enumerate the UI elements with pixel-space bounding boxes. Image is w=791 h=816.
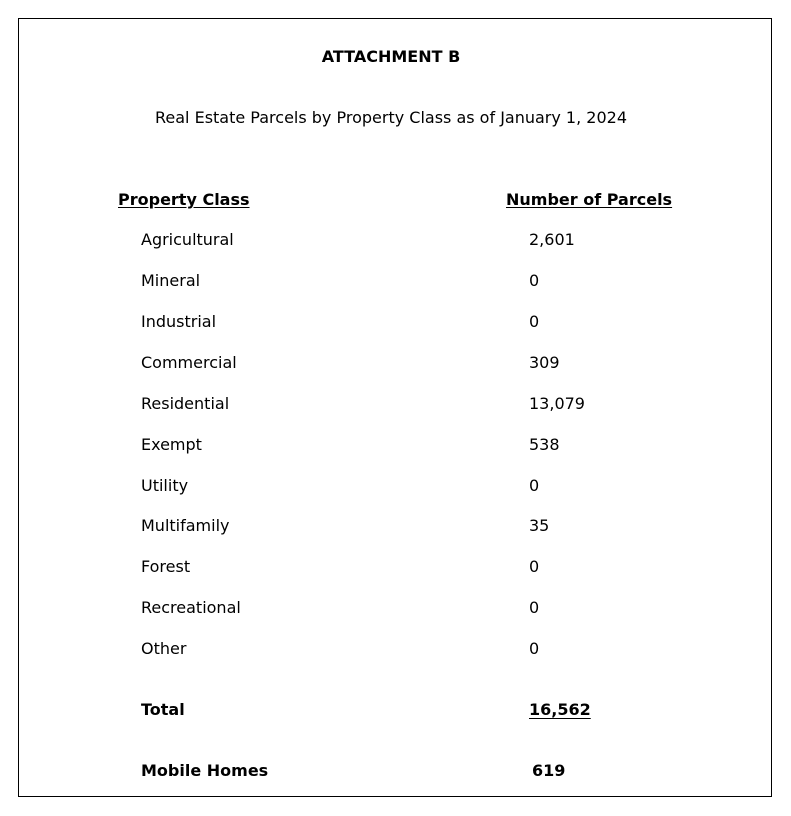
property-class-cell: Commercial xyxy=(141,353,237,372)
total-row xyxy=(0,700,791,720)
property-class-cell: Mineral xyxy=(141,271,201,290)
mobile-homes-row xyxy=(0,761,791,781)
total-value: 16,562 xyxy=(529,700,591,719)
parcel-count-cell: 0 xyxy=(529,598,540,617)
parcel-count-cell: 2,601 xyxy=(529,230,575,249)
mobile-homes-value: 619 xyxy=(532,761,566,780)
parcel-count-cell: 0 xyxy=(529,639,540,658)
table-row xyxy=(0,557,791,577)
table-row xyxy=(0,312,791,332)
table-row xyxy=(0,435,791,455)
document-subtitle: Real Estate Parcels by Property Class as of January 1, 2024 xyxy=(155,108,627,127)
table-row xyxy=(0,639,791,659)
parcel-count-cell: 538 xyxy=(529,435,560,454)
property-class-cell: Utility xyxy=(141,476,189,495)
parcel-count-cell: 35 xyxy=(529,516,550,535)
table-row xyxy=(0,271,791,291)
parcel-count-cell: 0 xyxy=(529,557,540,576)
table-row xyxy=(0,353,791,373)
property-class-cell: Forest xyxy=(141,557,191,576)
table-row xyxy=(0,598,791,618)
table-row xyxy=(0,394,791,414)
table-row xyxy=(0,230,791,250)
property-class-cell: Residential xyxy=(141,394,230,413)
mobile-homes-label: Mobile Homes xyxy=(141,761,269,780)
property-class-cell: Industrial xyxy=(141,312,217,331)
parcel-count-cell: 309 xyxy=(529,353,560,372)
total-label: Total xyxy=(141,700,185,719)
parcel-count-cell: 0 xyxy=(529,476,540,495)
property-class-column-header: Property Class xyxy=(118,190,250,209)
property-class-cell: Other xyxy=(141,639,187,658)
property-class-cell: Recreational xyxy=(141,598,241,617)
table-row xyxy=(0,516,791,536)
property-class-cell: Agricultural xyxy=(141,230,234,249)
property-class-cell: Exempt xyxy=(141,435,202,454)
attachment-heading: ATTACHMENT B xyxy=(321,47,461,66)
number-of-parcels-column-header: Number of Parcels xyxy=(506,190,673,209)
parcel-count-cell: 13,079 xyxy=(529,394,585,413)
parcel-count-cell: 0 xyxy=(529,271,540,290)
parcel-count-cell: 0 xyxy=(529,312,540,331)
table-row xyxy=(0,476,791,496)
property-class-cell: Multifamily xyxy=(141,516,230,535)
